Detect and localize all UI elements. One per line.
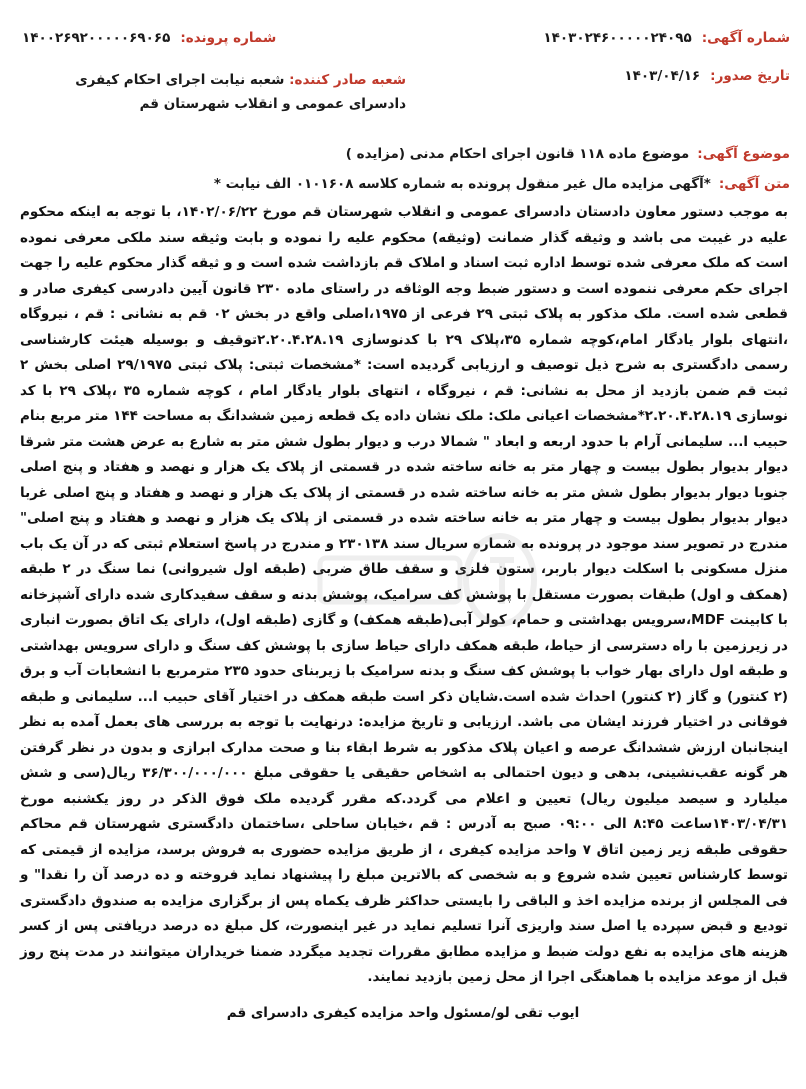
case-number-value: ۱۴۰۰۲۶۹۲۰۰۰۰۰۶۹۰۶۵ (22, 30, 171, 46)
ad-text-row (16, 168, 790, 200)
ad-number-value: ۱۴۰۳۰۲۴۶۰۰۰۰۰۲۴۰۹۵ (543, 30, 692, 46)
issuer-label: شعبه صادر کننده: (289, 72, 406, 88)
issuer-block (16, 68, 406, 116)
issue-date-value: ۱۴۰۳/۰۴/۱۶ (624, 68, 701, 84)
issue-date-label: تاریخ صدور: (710, 68, 790, 84)
ad-text-label: متن آگهی: (718, 176, 790, 192)
case-number-label: شماره پرونده: (180, 30, 277, 46)
subject-label: موضوع آگهی: (697, 146, 790, 162)
signature: ایوب تقی لو/مسئول واحد مزایده کیفری دادسرای قم (226, 1004, 580, 1021)
subject-row (16, 140, 790, 168)
subject-value: موضوع ماده ۱۱۸ قانون اجرای احکام مدنی (مزایده ) (345, 146, 690, 162)
ad-number-label: شماره آگهی: (701, 30, 790, 46)
issuer-field (16, 68, 406, 116)
issuer-value: شعبه نیابت اجرای احکام کیفری دادسرای عمومی و انقلاب شهرستان قم (75, 72, 406, 112)
ad-number-field (543, 30, 790, 46)
header-row-numbers (16, 30, 790, 68)
issue-date-field (624, 68, 790, 84)
ad-text-headline: *آگهی مزایده مال غیر منقول پرونده به شماره کلاسه ۰۱۰۱۶۰۸ الف نیابت * (213, 176, 711, 192)
notice-body: به موجب دستور معاون دادستان دادسرای عمومی و انقلاب شهرستان قم مورخ ۱۴۰۲/۰۶/۲۲، با توجه به اینکه محکوم علیه در غیبت می باشد و وثیقه گذار ضمانت (وثیقه) محکوم علیه را نموده و بابت وثیقه سند ملکی معرفی نموده است که ملک معرفی شده توسط اداره ثبت اسناد و املاک قم بازداشت شده است و و ثیقه گذار محکوم علیه را جهت اجرای حکم معرفی ننموده است و دستور ضبط وجه الوثاقه در راستای ماده ۲۳۰ قانون آیین دادرسی کیفری صادر و قطعی شده است. ملک مذکور به پلاک ثبتی ۲۹ فرعی از ۱۹۷۵،اصلی واقع در بخش ۰۲ قم به نشانی : قم ، نیروگاه ،انتهای بلوار یادگار امام،کوچه شماره ۳۵،پلاک ۲۹ با کدنوسازی ۲.۲۰.۴.۲۸.۱۹توقیف و بوسیله هیئت کارشناسی رسمی دادگستری به شرح ذیل توصیف و ارزیابی گردیده است: *مشخصات ثبتی: پلاک ثبتی ۲۹/۱۹۷۵ اصلی بخش ۲ ثبت قم ضمن بازدید از محل به نشانی: قم ، نیروگاه ، انتهای بلوار یادگار امام ، کوچه شماره ۳۵ ،پلاک ۲۹ با کد نوسازی ۲.۲۰.۴.۲۸.۱۹*مشخصات اعیانی ملک: ملک نشان داده یک قطعه زمین ششدانگ به مساحت ۱۴۴ متر مربع بنام حبیب ا... سلیمانی آرام با حدود اربعه و ابعاد " شمالا درب و دیوار بطول شش متر به شارع به عرض هشت متر شرقا دیوار بدیوار بطول بیست و چهار متر به خانه ساخته شده در قسمتی از پلاک یک هزار و نهصد و هفتاد و پنج اصلی جنوبا دیوار بدیوار بطول شش متر به خانه ساخته شده در قسمتی از پلاک یک هزار و نهصد و هفتاد و پنج اصلی غربا دیوار بدیوار بطول بیست و چهار متر به خانه ساخته شده در قسمتی از پلاک یک هزار و نهصد و هفتاد و پنج اصلی" مندرج در تصویر سند موجود در پرونده به شماره سریال سند ۲۳۰۱۳۸ و مندرج در پاسخ استعلام ثبتی که در آن یک باب منزل مسکونی با اسکلت دیوار باربر، ستون فلزی و سقف طاق ضربی (طبقه اول شیروانی) نما سنگ در ۲ طبقه (همکف و اول) طبقات بصورت مستقل با پوشش کف سرامیک، پوشش بدنه و سقف سفیدکاری شده دارای آشپزخانه با کابینت MDF،سرویس بهداشتی و حمام، کولر آبی(طبقه همکف) و گازی (طبقه اول)، دارای یک اتاق بصورت انباری در زیرزمین با راه دسترسی از حیاط، طبقه همکف دارای حیاط سازی با پوشش کف سنگ و دارای سرویس بهداشتی و طبقه اول دارای بهار خواب با پوشش کف سنگ و بدنه سرامیک با زیربنای حدود ۲۳۵ مترمربع با انشعابات آب و برق (۲ کنتور) و گاز (۲ کنتور) احداث شده است.شایان ذکر است طبقه همکف در اختیار آقای حبیب ا... سلیمانی و طبقه فوقانی در اختیار فرزند ایشان می باشد. ارزیابی و تاریخ مزایده: درنهایت با توجه به بررسی های بعمل آمده به نظر اینجانبان ارزش ششدانگ عرصه و اعیان پلاک مذکور به شرط ابقاء بنا و صحت مدارک ابرازی و بدون در نظر گرفتن هر گونه عقب‌نشینی، بدهی و دیون احتمالی به اشخاص حقیقی یا حقوقی مبلغ ۳۶/۳۰۰/۰۰۰/۰۰۰ ریال(سی و شش میلیارد و سیصد میلیون ریال) تعیین و اعلام می گردد.که مقرر گردیده ملک فوق الذکر در روز یکشنبه مورخ ۱۴۰۳/۰۴/۳۱ساعت ۸:۴۵ الی ۰۹:۰۰ صبح به آدرس : قم ،خیابان ساحلی ،ساختمان دادگستری شهرستان قم محاکم حقوقی طبقه زیر زمین اتاق ۷ واحد مزایده کیفری ، از طریق مزایده حضوری به فروش برسد، مزایده از قیمتی که توسط کارشناس تعیین شده شروع و به شخصی که بالاترین مبلغ را پیشنهاد نماید فروخته و ده درصد آن را نقدا" و فی المجلس از برنده مزایده اخذ و الباقی را بایستی حداکثر ظرف یکماه پس از برگزاری مزایده به صندوق دادگستری تودیع و قبض سپرده یا اصل سند واریزی آنرا تسلیم نماید در غیر اینصورت، کل مبلغ ده درصد دریافتی پس از کسر هزینه های مزایده به نفع دولت ضبط و مزایده مطابق مقررات تجدید میگردد ضمنا خریداران میتوانند در مدت پنج روز قبل از موعد مزایده با هماهنگی اجرا از محل زمین بازدید نمایند. (20, 204, 789, 985)
case-number-field (22, 30, 276, 46)
header-row-issue (16, 68, 790, 134)
